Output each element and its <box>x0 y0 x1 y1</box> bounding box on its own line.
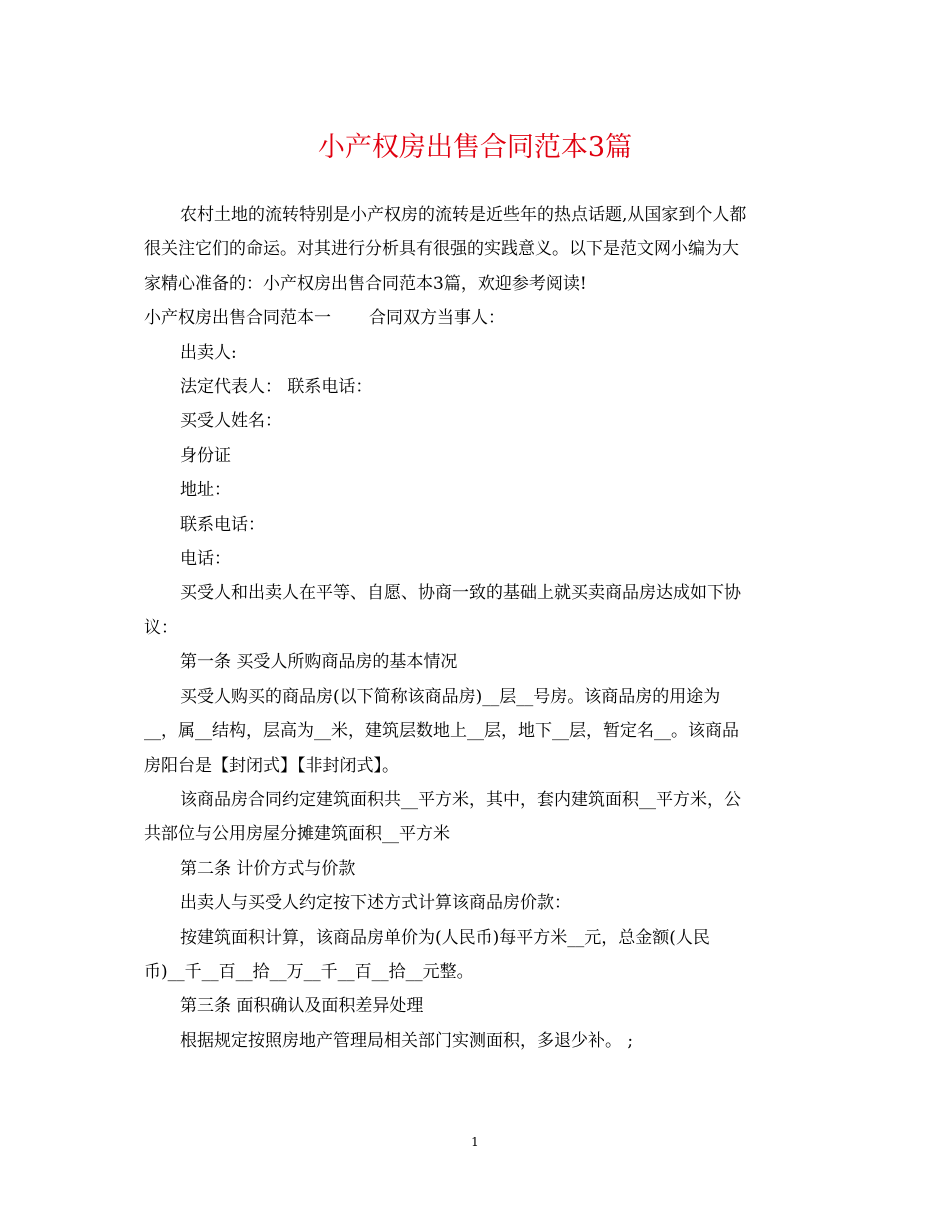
section-heading-line <box>144 301 808 335</box>
intro-line: 农村土地的流转特别是小产权房的流转是近些年的热点话题,从国家到个人都 <box>180 205 747 225</box>
field-phone: 电话： <box>180 549 231 570</box>
article-1-line: 共部位与公用房屋分摊建筑面积__平方米 <box>144 824 450 845</box>
section-heading: 小产权房出售合同范本一 <box>144 308 331 329</box>
field-legal-rep: 法定代表人： 联系电话： <box>180 377 373 398</box>
article-1-line: 该商品房合同约定建筑面积共__平方米，其中，套内建筑面积__平方米，公 <box>180 789 741 810</box>
article-2-line: 出卖人与买受人约定按下述方式计算该商品房价款： <box>180 893 571 914</box>
article-2-line: 按建筑面积计算，该商品房单价为(人民币)每平方米__元，总金额(人民 <box>180 927 710 948</box>
field-address: 地址： <box>180 480 231 501</box>
article-1-heading: 第一条 买受人所购商品房的基本情况 <box>180 652 458 673</box>
parties-heading: 合同双方当事人： <box>369 308 505 329</box>
field-buyer-name: 买受人姓名： <box>180 411 282 432</box>
article-1-line: __，属__结构，层高为__米，建筑层数地上__层，地下__层，暂定名__。该商品 <box>144 721 739 742</box>
intro-line: 家精心准备的：小产权房出售合同范本3篇，欢迎参考阅读! <box>144 273 587 294</box>
article-2-line: 币)__千__百__拾__万__千__百__拾__元整。 <box>144 961 474 982</box>
field-contact-phone: 联系电话： <box>180 514 265 535</box>
article-1-line: 房阳台是【封闭式】【非封闭式】。 <box>144 755 399 776</box>
document-title: 小产权房出售合同范本3篇 <box>317 132 633 163</box>
field-seller: 出卖人: <box>180 342 237 363</box>
document-body <box>144 198 808 1058</box>
agreement-line: 买受人和出卖人在平等、自愿、协商一致的基础上就买卖商品房达成如下协 <box>180 583 741 604</box>
field-id-card: 身份证 <box>180 445 231 466</box>
article-3-heading: 第三条 面积确认及面积差异处理 <box>180 996 424 1017</box>
agreement-line: 议： <box>144 617 178 638</box>
article-1-line: 买受人购买的商品房(以下简称该商品房)__层__号房。该商品房的用途为 <box>180 686 721 707</box>
article-3-line: 根据规定按照房地产管理局相关部门实测面积，多退少补。 ; <box>180 1030 634 1051</box>
page-number: 1 <box>471 1135 479 1149</box>
intro-line: 很关注它们的命运。对其进行分析具有很强的实践意义。以下是范文网小编为大 <box>144 239 739 260</box>
article-2-heading: 第二条 计价方式与价款 <box>180 858 356 879</box>
